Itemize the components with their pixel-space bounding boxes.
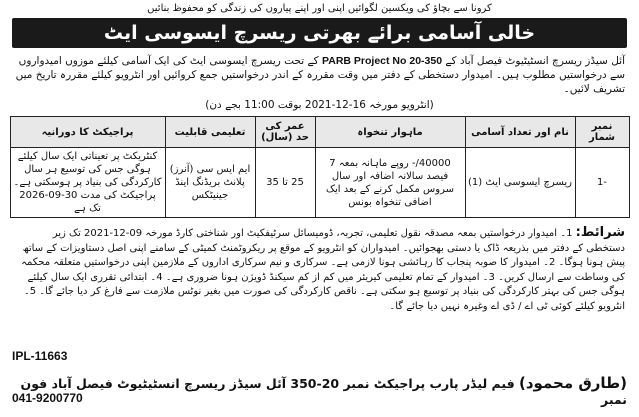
- header-qualification: تعلیمی قابلیت: [165, 117, 255, 148]
- header-duration: پراجیکٹ کا دورانیہ: [10, 117, 165, 148]
- cell-duration: کنٹریکٹ پر تعیناتی ایک سال کیلئے ہوگی جس کی توسیع ہر سال کارکردگی کی بنیاد پر ہوسکتی ہے۔ پراجیکٹ کی مدت 30-09-2026 تک ہے: [10, 148, 165, 218]
- header-age: عمر کی حد (سال): [255, 117, 315, 148]
- table-row: [10, 148, 629, 218]
- terms-label: شرائط:: [575, 225, 625, 240]
- intro-part-1: آئل سیڈز ریسرچ انسٹیٹیوٹ فیصل آباد کے: [445, 55, 625, 67]
- interview-date: (انٹرویو مورخہ 16-12-2021 بوقت 11:00 بجے دن): [205, 99, 434, 111]
- cell-serial: -1: [575, 148, 629, 218]
- table-header-row: [10, 117, 629, 148]
- project-code: PARB Project No 20-350: [322, 55, 443, 67]
- cell-age: 25 تا 35: [255, 148, 315, 218]
- posts-table: [10, 116, 630, 218]
- banner-title: خالی آسامی برائے بھرتی ریسرچ ایسوسی ایٹ: [12, 18, 627, 48]
- ipl-number: IPL-11663: [12, 349, 68, 363]
- top-note: کرونا سے بچاؤ کی ویکسین لگوائیں اپنی اور اپنے پیاروں کی زندگی کو محفوظ بنائیں: [147, 3, 492, 14]
- cell-post: ریسرچ ایسوسی ایٹ (1): [465, 148, 575, 218]
- header-salary: ماہوار تنخواہ: [315, 117, 465, 148]
- signatory-name: (طارق محمود): [519, 374, 627, 392]
- footer: [10, 349, 629, 413]
- phone-number: 041-9200770: [12, 391, 83, 405]
- header-post: نام اور تعداد آسامی: [465, 117, 575, 148]
- terms-text: 1۔ امیدوار درخواستیں بمعہ مصدقہ نقول تعلیمی، تجربہ، ڈومیسائل سرٹیفکیٹ اور شناختی کارڈ مورخہ 09-12-2021 تک زیر دستخطی کے دفتر میں بذریعہ ڈاک یا دستی بھجوائیں۔ امیدواران کو انٹرویو کے موقع پر ریکروٹمنٹ کمیٹی کے سامنے اپنی اصل دستاویزات کے ساتھ پیش ہونا ہوگا۔ 2۔ امیدوار کا صوبہ پنجاب کا رہائشی ہونا لازمی ہے۔ سرکاری و نیم سرکاری اداروں کے ملازمین اپنی درخواستیں متعلقہ محکمہ کی وساطت سے ارسال کریں۔ 3۔ امیدوار کے تمام تعلیمی کیریئر میں کم از کم سیکنڈ ڈویژن ہونا ضروری ہے۔ 4۔ ابتدائی تقرری ایک سال کیلئے ہوگی جس کی بہتر کارکردگی کی بنیاد پر توسیع ہو سکتی ہے۔ ناقص کارکردگی کی صورت میں بغیر نوٹس ملازمت سے فارغ کر دیا جائے گا۔ 5۔ انٹرویو کیلئے کوئی ٹی اے / ڈی اے وغیرہ نہیں دیا جائے گا۔: [21, 228, 625, 312]
- cell-salary: 40000/- روپے ماہانہ بمعہ 7 فیصد سالانہ اضافہ اور سال سروس مکمل کرنے کے بعد ایک اضافی تنخواہ بونس: [315, 148, 465, 218]
- signatory-designation: فیم لیڈر پارب پراجیکٹ نمبر 20-350 آئل سیڈز ریسرچ انسٹیٹیوٹ فیصل آباد فون نمبر: [20, 376, 627, 407]
- signature-block: [10, 374, 627, 407]
- header-serial: نمبر شمار: [575, 117, 629, 148]
- cell-qualification: ایم ایس سی (آنرز) پلانٹ بریڈنگ اینڈ جینیٹکس: [165, 148, 255, 218]
- intro-paragraph: [14, 54, 625, 96]
- intro-part-2: کے تحت ریسرچ ایسوسی ایٹ کی ایک آسامی کیلئے موزوں امیدواروں سے درخواستیں مطلوب ہیں۔ امیدوار دستخطی کے دفتر میں وقت مقررہ کے اندر درخواستیں جمع کروائیں اور انٹرویو کیلئے مقررہ تاریخ میں تشریف لائیں۔: [15, 55, 625, 95]
- terms-section: [14, 226, 625, 314]
